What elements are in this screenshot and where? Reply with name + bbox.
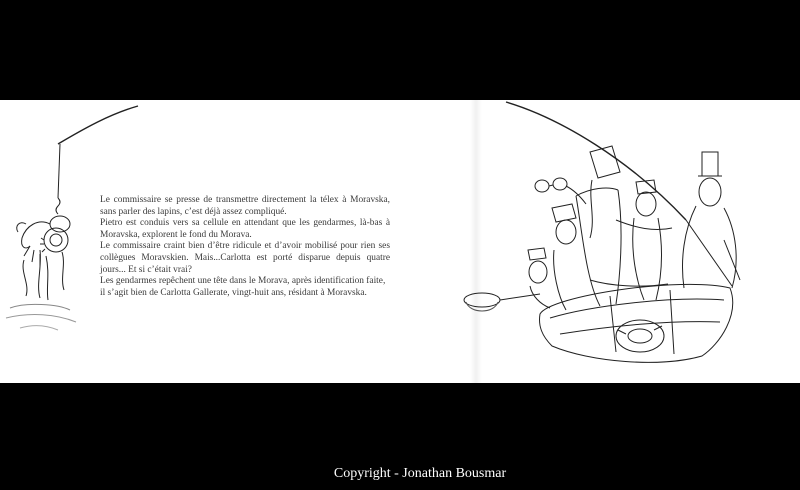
- story-paragraph: Les gendarmes repêchent une tête dans le Morava, après identification faite, il s’agit bien de Carlotta Gallerate, vingt-huit ans, résidant à Moravska.: [100, 276, 386, 298]
- book-spread: [0, 100, 800, 383]
- gendarmes-boat-illustration: [440, 100, 760, 383]
- story-paragraph: Le commissaire se presse de transmettre directement la télex à Moravska, sans parler des lapins, c’est déjà assez compliqué.: [100, 195, 390, 217]
- story-paragraph: Pietro est conduis vers sa cellule en attendant que les gendarmes, là-bas à Moravska, explorent le fond du Morava.: [100, 218, 390, 240]
- copyright-caption: Copyright - Jonathan Bousmar: [333, 466, 507, 481]
- story-paragraph: Le commissaire craint bien d’être ridicule et d’avoir mobilisé pour rien ses collègues Moravskien. Mais...Carlotta est porté disparue depuis quatre jours... Et si c’était vrai?: [100, 241, 390, 275]
- story-text: [100, 195, 390, 299]
